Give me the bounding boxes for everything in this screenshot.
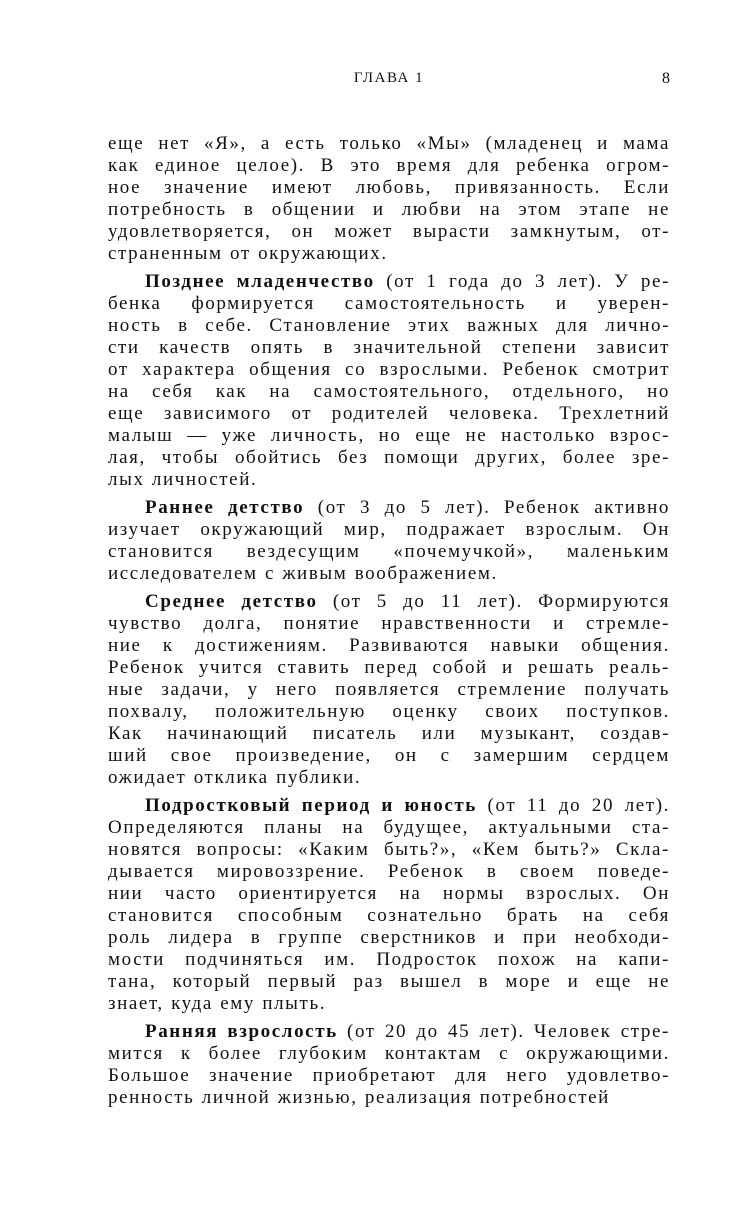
text-line — [108, 635, 670, 657]
paragraph — [108, 1021, 670, 1109]
text-line — [108, 1043, 670, 1065]
text-line — [108, 447, 670, 469]
text-line — [108, 271, 670, 293]
text-line — [108, 839, 670, 861]
text-line — [108, 221, 670, 243]
line-text: новятся вопросы: «Каким быть?», «Кем быть?» Скла- — [108, 839, 670, 860]
line-text: мости подчиняться им. Подросток похож на капи- — [108, 949, 670, 970]
line-text: роль лидера в группе сверстников и при необходи- — [108, 927, 670, 948]
paragraph — [108, 271, 670, 491]
line-text: (от 11 до 20 лет). — [476, 795, 670, 816]
line-text: (от 20 до 45 лет). Человек стре- — [337, 1021, 670, 1042]
text-line — [108, 243, 670, 265]
line-text: Как начинающий писатель или музыкант, создав- — [108, 723, 670, 744]
text-line — [108, 563, 670, 585]
text-line — [108, 745, 670, 767]
text-line — [108, 293, 670, 315]
line-text: Большое значение приобретают для него удовлетво- — [108, 1065, 670, 1086]
text-line — [108, 591, 670, 613]
text-line — [108, 155, 670, 177]
text-line — [108, 1087, 670, 1109]
line-text: сти качеств опять в значительной степени зависит — [108, 337, 670, 358]
line-text: лых личностей. — [108, 469, 258, 490]
text-line — [108, 701, 670, 723]
text-line — [108, 519, 670, 541]
age-period-term: Среднее детство — [145, 591, 318, 612]
text-line — [108, 861, 670, 883]
line-text: тана, который первый раз вышел в море и еще не — [108, 971, 670, 992]
line-text: чувство долга, понятие нравственности и стремле- — [108, 613, 670, 634]
text-line — [108, 905, 670, 927]
chapter-title: ГЛАВА 1 — [353, 70, 425, 86]
line-text: нии часто ориентируется на нормы взрослых. Он — [108, 883, 670, 904]
text-line — [108, 971, 670, 993]
line-text: Определяются планы на будущее, актуальными ста- — [108, 817, 670, 838]
line-text: ные задачи, у него появляется стремление получать — [108, 679, 670, 700]
line-text: изучает окружающий мир, подражает взрослым. Он — [108, 519, 670, 540]
text-line — [108, 767, 670, 789]
age-period-term: Раннее детство — [145, 497, 305, 518]
age-period-term: Подростковый период и юность — [145, 795, 477, 816]
line-text: еще зависимого от родителей человека. Трехлетний — [108, 403, 670, 424]
text-line — [108, 497, 670, 519]
line-text: ное значение имеют любовь, привязанность. Если — [108, 177, 670, 198]
line-text: становится способным сознательно брать на себя — [108, 905, 670, 926]
text-line — [108, 541, 670, 563]
age-period-term: Позднее младенчество — [145, 271, 375, 292]
line-text: (от 3 до 5 лет). Ребенок активно — [304, 497, 670, 518]
line-text: ший свое произведение, он с замершим сердцем — [108, 745, 670, 766]
line-text: лая, чтобы обойтись без помощи других, более зре- — [108, 447, 670, 468]
paragraph — [108, 497, 670, 585]
line-text: от характера общения со взрослыми. Ребенок смотрит — [108, 359, 670, 380]
text-line — [108, 315, 670, 337]
line-text: дывается мировоззрение. Ребенок в своем поведе- — [108, 861, 670, 882]
text-line — [108, 613, 670, 635]
text-line — [108, 177, 670, 199]
line-text: ренность личной жизнью, реализация потребностей — [108, 1087, 610, 1108]
text-line — [108, 403, 670, 425]
line-text: на себя как на самостоятельного, отдельного, но — [108, 381, 670, 402]
body-text — [108, 133, 670, 1115]
text-line — [108, 817, 670, 839]
line-text: потребность в общении и любви на этом этапе не — [108, 199, 670, 220]
line-text: ожидает отклика публики. — [108, 767, 362, 788]
text-line — [108, 425, 670, 447]
line-text: (от 5 до 11 лет). Формируются — [317, 591, 671, 612]
line-text: знает, куда ему плыть. — [108, 993, 327, 1014]
text-line — [108, 1065, 670, 1087]
line-text: еще нет «Я», а есть только «Мы» (младенец и мама — [108, 133, 670, 154]
text-line — [108, 723, 670, 745]
running-head — [108, 70, 670, 94]
text-line — [108, 133, 670, 155]
text-line — [108, 381, 670, 403]
line-text: (от 1 года до 3 лет). У ре- — [374, 271, 670, 292]
line-text: похвалу, положительную оценку своих поступков. — [108, 701, 670, 722]
line-text: страненным от окружающих. — [108, 243, 388, 264]
age-period-term: Ранняя взрослость — [145, 1021, 338, 1042]
text-line — [108, 359, 670, 381]
text-line — [108, 993, 670, 1015]
text-line — [108, 679, 670, 701]
paragraph — [108, 795, 670, 1015]
line-text: малыш — уже личность, но еще не настолько взрос- — [108, 425, 670, 446]
line-text: удовлетворяется, он может вырасти замкнутым, от- — [108, 221, 670, 242]
line-text: становится вездесущим «почемучкой», маленьким — [108, 541, 670, 562]
line-text: как единое целое). В это время для ребенка огром- — [108, 155, 670, 176]
text-line — [108, 949, 670, 971]
text-line — [108, 469, 670, 491]
text-line — [108, 883, 670, 905]
line-text: мится к более глубоким контактам с окружающими. — [108, 1043, 670, 1064]
paragraph — [108, 591, 670, 789]
text-line — [108, 337, 670, 359]
line-text: исследователем с живым воображением. — [108, 563, 498, 584]
paragraph — [108, 133, 670, 265]
text-line — [108, 795, 670, 817]
text-line — [108, 657, 670, 679]
page-number: 8 — [662, 70, 670, 87]
line-text: бенка формируется самостоятельность и уверен- — [108, 293, 670, 314]
text-line — [108, 1021, 670, 1043]
line-text: ность в себе. Становление этих важных для лично- — [108, 315, 670, 336]
text-line — [108, 927, 670, 949]
text-line — [108, 199, 670, 221]
line-text: ние к достижениям. Развиваются навыки общения. — [108, 635, 670, 656]
line-text: Ребенок учится ставить перед собой и решать реаль- — [108, 657, 670, 678]
